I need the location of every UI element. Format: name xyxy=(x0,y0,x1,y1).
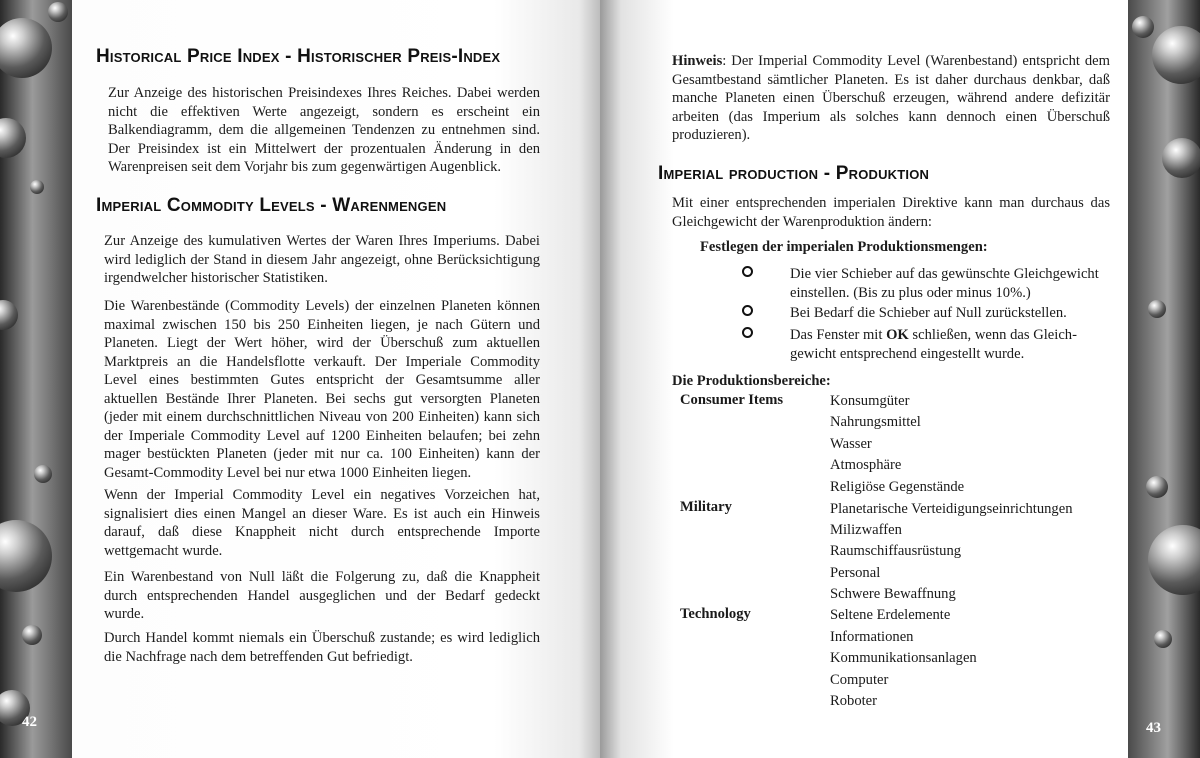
list-item: Roboter xyxy=(830,693,878,709)
paragraph-zero-level: Ein Warenbestand von Null läßt die Folgerung zu, daß die Knappheit durch entsprechenden Handel ausgeglichen und der Bedarf gedeckt wurde. xyxy=(104,569,540,622)
list-item: Nahrungsmittel xyxy=(830,414,921,430)
page-number-right: 43 xyxy=(1146,720,1161,736)
sphere-decoration xyxy=(1148,300,1166,318)
sphere-decoration xyxy=(0,118,26,158)
sphere-decoration xyxy=(1152,26,1200,84)
list-item: Konsumgüter xyxy=(830,393,910,409)
list-item: Atmosphäre xyxy=(830,457,902,473)
heading-commodity-levels: Imperial Commodity Levels - Warenmengen xyxy=(96,195,447,216)
heading-imperial-production: Imperial production - Produktion xyxy=(658,163,930,184)
paragraph-negative-level: Wenn der Imperial Commodity Level ein negatives Vorzeichen hat, signalisiert dies einen Mangel an dieser Ware. Es ist auch ein Hinweis darauf, daß diese Knappheit nicht durch entsprechende Importe wettgemacht wurde. xyxy=(104,487,540,559)
paragraph-commodity-levels: Die Warenbestände (Commodity Levels) der einzelnen Planeten können maximal zwischen 150 bis 250 Einheiten liegen, je nach Gütern und Planeten. Liegt der Wert höher, wird der Überschuß zum aktuellen Marktpreis an die Handelsflotte verkauft. Der Imperiale Commodity Level eines bestimmten Gutes entspricht der Gesamtsumme aller aktuellen Bestände Ihrer Planeten. Bei sechs gut versorgten Planeten (jeder mit einem durchschnittlichen Niveau von 200 Einheiten) kann sich der Imperiale Commodity Level auf 1200 Einheiten belaufen; bei zehn mager bestückten Planeten (jeder mit nur ca. 100 Einheiten) kann der Gesamt-Commodity Level bei nur etwa 1000 Einheiten liegen. xyxy=(104,298,540,481)
page-number-left: 42 xyxy=(22,714,37,730)
subheading-production-areas: Die Produktionsbereiche: xyxy=(672,373,831,389)
sphere-decoration xyxy=(22,625,42,645)
list-item: Planetarische Verteidigungseinrichtungen xyxy=(830,501,1073,517)
list-item: Raumschiffausrüstung xyxy=(830,543,962,559)
bullet-text-part: Das Fenster mit xyxy=(790,327,887,343)
sphere-decoration xyxy=(1162,138,1200,178)
ok-label: OK xyxy=(886,327,909,343)
subheading-production-quantities: Festlegen der imperialen Produktionsmengen: xyxy=(700,239,988,255)
sphere-decoration xyxy=(0,300,18,330)
paragraph-production-intro: Mit einer entsprechenden imperialen Direktive kann man durchaus das Gleichgewicht der Warenproduktion ändern: xyxy=(672,195,1110,230)
sphere-decoration xyxy=(1146,476,1168,498)
paragraph-price-index: Zur Anzeige des historischen Preisindexes Ihres Reiches. Dabei werden nicht die effektiven Werte angezeigt, sondern es erscheint ein Balkendiagramm, dem die allgemeinen Tendenzen zu entnehmen sind. Der Preisindex ist ein Mittelwert der prozentualen Änderung in den Warenpreisen seit dem Vorjahr bis zum gegenwärtigen Augenblick. xyxy=(108,85,540,175)
bullet-text-part: schließen, wenn das Gleich-gewicht entsprechend eingestellt wurde. xyxy=(790,327,1077,362)
paragraph-commodity-intro: Zur Anzeige des kumulativen Wertes der Waren Ihres Imperiums. Dabei wird lediglich der Stand in diesem Jahr angezeigt, ohne Berücksichtigung irgendwelcher historischer Statistiken. xyxy=(104,233,540,286)
circle-bullet-icon xyxy=(742,266,753,277)
left-margin-decoration xyxy=(0,0,72,758)
list-item: Kommunikationsanlagen xyxy=(830,650,977,666)
sphere-decoration xyxy=(1154,630,1172,648)
category-technology: Technology xyxy=(680,606,751,622)
sphere-decoration xyxy=(30,180,44,194)
list-item xyxy=(742,304,1112,324)
note-text: : Der Imperial Commodity Level (Warenbestand) entspricht dem Gesamtbestand sämtlicher Planeten. Es ist daher durchaus denkbar, daß manche Planeten einen Überschuß erzeugen, während andere defizitär arbeiten (das Imperium als solches kann dennoch einen Überschuß produzieren). xyxy=(672,53,1110,143)
list-item: Wasser xyxy=(830,436,872,452)
sphere-decoration xyxy=(1132,16,1154,38)
heading-historical-price-index: Historical Price Index - Historischer Preis-Index xyxy=(96,46,501,67)
circle-bullet-icon xyxy=(742,305,753,316)
sphere-decoration xyxy=(0,18,52,78)
list-item: Computer xyxy=(830,672,889,688)
sphere-decoration xyxy=(48,2,68,22)
list-item xyxy=(742,326,1112,366)
list-item: Schwere Bewaffnung xyxy=(830,586,956,602)
note-label: Hinweis xyxy=(672,53,723,69)
sphere-decoration xyxy=(1148,525,1200,595)
bullet-text: Bei Bedarf die Schieber auf Null zurückstellen. xyxy=(790,305,1067,321)
category-military: Military xyxy=(680,499,732,515)
bullet-text: Die vier Schieber auf das gewünschte Gleichgewicht einstellen. (Bis zu plus oder minus 10%.) xyxy=(790,266,1099,301)
bullet-text xyxy=(790,326,1110,363)
sphere-decoration xyxy=(34,465,52,483)
list-item: Personal xyxy=(830,565,881,581)
list-item xyxy=(742,265,1112,305)
paragraph-trade-surplus: Durch Handel kommt niemals ein Überschuß zustande; es wird lediglich die Nachfrage nach dem betreffenden Gut befriedigt. xyxy=(104,630,540,665)
sphere-decoration xyxy=(0,520,52,592)
list-item: Informationen xyxy=(830,629,914,645)
list-item: Seltene Erdelemente xyxy=(830,607,951,623)
right-margin-decoration xyxy=(1128,0,1200,758)
circle-bullet-icon xyxy=(742,327,753,338)
paragraph-note xyxy=(672,52,1110,145)
list-item: Milizwaffen xyxy=(830,522,902,538)
category-consumer-items: Consumer Items xyxy=(680,392,784,408)
list-item: Religiöse Gegenstände xyxy=(830,479,965,495)
